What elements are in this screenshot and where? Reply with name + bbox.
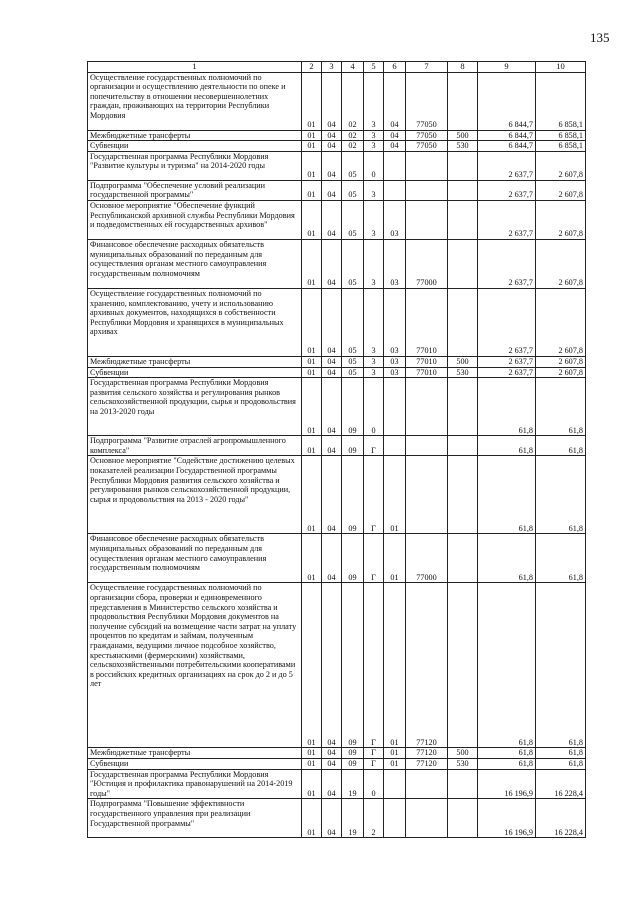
row-c6-cell xyxy=(384,799,406,838)
row-c4-cell: 09 xyxy=(342,456,364,534)
row-c7-cell xyxy=(406,180,448,200)
row-c2-cell: 01 xyxy=(302,367,322,378)
row-c5-cell: 2 xyxy=(364,799,384,838)
row-c6-cell: 04 xyxy=(384,72,406,130)
row-c4-cell: 02 xyxy=(342,130,364,141)
table-row xyxy=(88,583,586,748)
row-c8-cell xyxy=(448,180,478,200)
row-c6-cell xyxy=(384,769,406,799)
table-row xyxy=(88,799,586,838)
row-c9-cell: 2 637,7 xyxy=(478,239,536,288)
row-c2-cell: 01 xyxy=(302,769,322,799)
row-c3-cell: 04 xyxy=(322,72,342,130)
row-c4-cell: 09 xyxy=(342,583,364,748)
row-name-cell: Основное мероприятие "Содействие достижению целевых показателей реализации Государственной программы Республики Мордовия развития сельского хозяйства и регулирования рынков сельскохозяйственной продукции, сырья и продовольствия на 2013 - 2020 годы" xyxy=(88,456,302,534)
row-c8-cell: 530 xyxy=(448,367,478,378)
row-name-cell: Осуществление государственных полномочий по организации сбора, проверки и единовременного представления в Министерство сельского хозяйства и продовольствия Республики Мордовия документов на получение субсидий на возмещение части затрат на уплату процентов по кредитам и займам, полученным гражданами, ведущими личное подсобное хозяйство, крестьянскими (фермерскими) хозяйствами, сельскохозяйственными потребительскими кооперативами в российских кредитных организациях на срок до 2 и до 5 лет xyxy=(88,583,302,748)
row-c10-cell: 6 858,1 xyxy=(536,72,586,130)
row-c7-cell xyxy=(406,799,448,838)
row-c6-cell: 03 xyxy=(384,239,406,288)
row-c5-cell: 0 xyxy=(364,769,384,799)
row-c9-cell: 61,8 xyxy=(478,583,536,748)
row-c9-cell: 16 196,9 xyxy=(478,769,536,799)
row-c8-cell xyxy=(448,436,478,456)
row-c9-cell: 61,8 xyxy=(478,436,536,456)
row-name-cell: Осуществление государственных полномочий по организации и осуществлению деятельности по опеке и попечительству в отношении несовершеннолетних граждан, проживающих на территории Республики Мордовия xyxy=(88,72,302,130)
row-c10-cell: 61,8 xyxy=(536,583,586,748)
row-c9-cell: 61,8 xyxy=(478,378,536,436)
row-c3-cell: 04 xyxy=(322,436,342,456)
row-c5-cell: 0 xyxy=(364,378,384,436)
row-c8-cell xyxy=(448,72,478,130)
table-row xyxy=(88,769,586,799)
row-c9-cell: 2 637,7 xyxy=(478,367,536,378)
row-c7-cell: 77120 xyxy=(406,758,448,769)
row-c10-cell: 6 858,1 xyxy=(536,130,586,141)
row-c2-cell: 01 xyxy=(302,72,322,130)
row-c7-cell: 77010 xyxy=(406,288,448,356)
row-c8-cell xyxy=(448,534,478,583)
row-c5-cell: Г xyxy=(364,758,384,769)
table-row xyxy=(88,436,586,456)
row-name-cell: Финансовое обеспечение расходных обязательств муниципальных образований по переданным для осуществления органам местного самоуправления государственным полномочиям xyxy=(88,239,302,288)
row-c3-cell: 04 xyxy=(322,200,342,239)
row-c10-cell: 16 228,4 xyxy=(536,799,586,838)
row-c9-cell: 61,8 xyxy=(478,456,536,534)
row-c6-cell: 01 xyxy=(384,748,406,759)
table-row xyxy=(88,534,586,583)
row-c3-cell: 04 xyxy=(322,356,342,367)
row-c8-cell xyxy=(448,456,478,534)
row-name-cell: Основное мероприятие "Обеспечение функций Республиканской архивной службы Республики Мордовия и подведомственных ей государственных архивов" xyxy=(88,200,302,239)
row-c6-cell: 03 xyxy=(384,200,406,239)
row-c6-cell: 03 xyxy=(384,356,406,367)
row-c7-cell xyxy=(406,456,448,534)
page-number: 135 xyxy=(590,30,610,45)
header-cell: 3 xyxy=(322,62,342,73)
table-row xyxy=(88,151,586,180)
row-c4-cell: 09 xyxy=(342,534,364,583)
header-cell: 4 xyxy=(342,62,364,73)
row-c8-cell xyxy=(448,288,478,356)
row-c2-cell: 01 xyxy=(302,534,322,583)
row-c8-cell xyxy=(448,378,478,436)
row-c6-cell: 01 xyxy=(384,534,406,583)
row-c8-cell: 530 xyxy=(448,758,478,769)
row-c5-cell: 3 xyxy=(364,130,384,141)
row-c2-cell: 01 xyxy=(302,356,322,367)
row-c9-cell: 61,8 xyxy=(478,534,536,583)
row-c4-cell: 02 xyxy=(342,72,364,130)
header-cell: 5 xyxy=(364,62,384,73)
row-c10-cell: 2 607,8 xyxy=(536,180,586,200)
row-c8-cell xyxy=(448,799,478,838)
row-c7-cell: 77050 xyxy=(406,141,448,152)
row-c6-cell xyxy=(384,436,406,456)
row-c10-cell: 2 607,8 xyxy=(536,367,586,378)
header-cell: 2 xyxy=(302,62,322,73)
row-c3-cell: 04 xyxy=(322,799,342,838)
row-name-cell: Межбюджетные трансферты xyxy=(88,130,302,141)
row-c10-cell: 61,8 xyxy=(536,456,586,534)
row-c7-cell: 77010 xyxy=(406,367,448,378)
table-row xyxy=(88,141,586,152)
row-c4-cell: 09 xyxy=(342,378,364,436)
row-c9-cell: 2 637,7 xyxy=(478,200,536,239)
table-row xyxy=(88,200,586,239)
row-c3-cell: 04 xyxy=(322,130,342,141)
row-name-cell: Межбюджетные трансферты xyxy=(88,748,302,759)
table-row xyxy=(88,356,586,367)
row-c8-cell xyxy=(448,151,478,180)
header-cell: 10 xyxy=(536,62,586,73)
table-row xyxy=(88,180,586,200)
row-c10-cell: 6 858,1 xyxy=(536,141,586,152)
row-name-cell: Субвенции xyxy=(88,758,302,769)
row-c10-cell: 61,8 xyxy=(536,758,586,769)
row-c2-cell: 01 xyxy=(302,456,322,534)
row-c9-cell: 2 637,7 xyxy=(478,151,536,180)
row-c6-cell: 03 xyxy=(384,367,406,378)
row-c8-cell xyxy=(448,769,478,799)
table-row xyxy=(88,72,586,130)
row-c9-cell: 16 196,9 xyxy=(478,799,536,838)
header-cell: 9 xyxy=(478,62,536,73)
row-c6-cell: 01 xyxy=(384,583,406,748)
row-c6-cell xyxy=(384,180,406,200)
row-c3-cell: 04 xyxy=(322,534,342,583)
row-c9-cell: 61,8 xyxy=(478,748,536,759)
row-c9-cell: 2 637,7 xyxy=(478,356,536,367)
row-c9-cell: 61,8 xyxy=(478,758,536,769)
row-c5-cell: 3 xyxy=(364,239,384,288)
row-c3-cell: 04 xyxy=(322,456,342,534)
row-c7-cell xyxy=(406,378,448,436)
row-c9-cell: 2 637,7 xyxy=(478,180,536,200)
row-c2-cell: 01 xyxy=(302,799,322,838)
row-c2-cell: 01 xyxy=(302,583,322,748)
row-c5-cell: 3 xyxy=(364,72,384,130)
row-name-cell: Государственная программа Республики Мордовия развития сельского хозяйства и регулирования рынков сельскохозяйственной продукции, сырья и продовольствия на 2013-2020 годы xyxy=(88,378,302,436)
row-c10-cell: 2 607,8 xyxy=(536,288,586,356)
row-c4-cell: 05 xyxy=(342,180,364,200)
row-c6-cell: 03 xyxy=(384,288,406,356)
budget-table xyxy=(87,61,586,838)
row-c5-cell: Г xyxy=(364,583,384,748)
table-row xyxy=(88,378,586,436)
row-c10-cell: 2 607,8 xyxy=(536,356,586,367)
row-c5-cell: 3 xyxy=(364,367,384,378)
row-name-cell: Государственная программа Республики Мордовия "Юстиция и профилактика правонарушений на 2014-2019 годы" xyxy=(88,769,302,799)
row-c6-cell xyxy=(384,378,406,436)
header-cell: 7 xyxy=(406,62,448,73)
row-c4-cell: 05 xyxy=(342,356,364,367)
row-c3-cell: 04 xyxy=(322,367,342,378)
row-c2-cell: 01 xyxy=(302,141,322,152)
row-c7-cell: 77120 xyxy=(406,748,448,759)
row-c3-cell: 04 xyxy=(322,141,342,152)
row-c6-cell: 04 xyxy=(384,141,406,152)
row-c9-cell: 6 844,7 xyxy=(478,130,536,141)
row-c5-cell: Г xyxy=(364,456,384,534)
row-c4-cell: 05 xyxy=(342,367,364,378)
row-c3-cell: 04 xyxy=(322,748,342,759)
row-c4-cell: 09 xyxy=(342,748,364,759)
header-cell: 8 xyxy=(448,62,478,73)
table-row xyxy=(88,130,586,141)
row-c10-cell: 61,8 xyxy=(536,378,586,436)
row-c5-cell: 0 xyxy=(364,151,384,180)
row-c7-cell: 77010 xyxy=(406,356,448,367)
table-row xyxy=(88,758,586,769)
row-c10-cell: 16 228,4 xyxy=(536,769,586,799)
row-c7-cell: 77120 xyxy=(406,583,448,748)
row-c4-cell: 02 xyxy=(342,141,364,152)
row-c10-cell: 2 607,8 xyxy=(536,200,586,239)
row-c2-cell: 01 xyxy=(302,378,322,436)
row-c6-cell: 01 xyxy=(384,456,406,534)
row-c8-cell: 530 xyxy=(448,141,478,152)
row-c2-cell: 01 xyxy=(302,288,322,356)
row-c10-cell: 61,8 xyxy=(536,748,586,759)
row-c6-cell xyxy=(384,151,406,180)
row-c5-cell: Г xyxy=(364,748,384,759)
row-c2-cell: 01 xyxy=(302,436,322,456)
row-c4-cell: 05 xyxy=(342,200,364,239)
row-c8-cell xyxy=(448,583,478,748)
row-c5-cell: Г xyxy=(364,534,384,583)
row-c2-cell: 01 xyxy=(302,748,322,759)
row-c7-cell xyxy=(406,151,448,180)
row-c2-cell: 01 xyxy=(302,200,322,239)
row-c4-cell: 05 xyxy=(342,151,364,180)
row-c10-cell: 2 607,8 xyxy=(536,239,586,288)
row-c7-cell xyxy=(406,769,448,799)
row-c9-cell: 6 844,7 xyxy=(478,72,536,130)
row-c8-cell xyxy=(448,200,478,239)
row-c4-cell: 09 xyxy=(342,758,364,769)
table-row xyxy=(88,239,586,288)
row-c3-cell: 04 xyxy=(322,583,342,748)
row-c6-cell: 01 xyxy=(384,758,406,769)
row-c3-cell: 04 xyxy=(322,151,342,180)
row-c5-cell: 3 xyxy=(364,141,384,152)
row-name-cell: Подпрограмма "Развитие отраслей агропромышленного комплекса" xyxy=(88,436,302,456)
row-c9-cell: 2 637,7 xyxy=(478,288,536,356)
row-c2-cell: 01 xyxy=(302,239,322,288)
table-row xyxy=(88,288,586,356)
header-cell: 6 xyxy=(384,62,406,73)
row-name-cell: Осуществление государственных полномочий по хранению, комплектованию, учету и использованию архивных документов, находящихся в собственности Республики Мордовия и хранящихся в муниципальных архивах xyxy=(88,288,302,356)
row-c4-cell: 19 xyxy=(342,769,364,799)
row-c8-cell: 500 xyxy=(448,356,478,367)
row-c4-cell: 19 xyxy=(342,799,364,838)
row-c9-cell: 6 844,7 xyxy=(478,141,536,152)
row-c5-cell: 3 xyxy=(364,180,384,200)
row-c3-cell: 04 xyxy=(322,239,342,288)
table-row xyxy=(88,456,586,534)
row-c8-cell xyxy=(448,239,478,288)
row-name-cell: Межбюджетные трансферты xyxy=(88,356,302,367)
row-c4-cell: 05 xyxy=(342,239,364,288)
row-c7-cell: 77000 xyxy=(406,534,448,583)
row-c5-cell: 3 xyxy=(364,200,384,239)
row-c6-cell: 04 xyxy=(384,130,406,141)
row-c7-cell: 77050 xyxy=(406,72,448,130)
row-name-cell: Подпрограмма "Обеспечение условий реализации государственной программы" xyxy=(88,180,302,200)
row-c4-cell: 05 xyxy=(342,288,364,356)
row-c4-cell: 09 xyxy=(342,436,364,456)
row-c7-cell: 77050 xyxy=(406,130,448,141)
row-c8-cell: 500 xyxy=(448,748,478,759)
row-c3-cell: 04 xyxy=(322,378,342,436)
row-name-cell: Финансовое обеспечение расходных обязательств муниципальных образований по переданным для осуществления органам местного самоуправления государственным полномочиям xyxy=(88,534,302,583)
row-c7-cell: 77000 xyxy=(406,239,448,288)
row-c2-cell: 01 xyxy=(302,758,322,769)
row-c3-cell: 04 xyxy=(322,180,342,200)
table-row xyxy=(88,748,586,759)
row-c10-cell: 2 607,8 xyxy=(536,151,586,180)
table-row xyxy=(88,367,586,378)
header-row xyxy=(88,62,586,73)
row-c10-cell: 61,8 xyxy=(536,436,586,456)
row-c2-cell: 01 xyxy=(302,130,322,141)
row-name-cell: Государственная программа Республики Мордовия "Развитие культуры и туризма" на 2014-2020 годы xyxy=(88,151,302,180)
row-c3-cell: 04 xyxy=(322,758,342,769)
row-c7-cell xyxy=(406,200,448,239)
row-c5-cell: 3 xyxy=(364,356,384,367)
row-name-cell: Субвенции xyxy=(88,141,302,152)
row-c10-cell: 61,8 xyxy=(536,534,586,583)
row-name-cell: Субвенции xyxy=(88,367,302,378)
row-c7-cell xyxy=(406,436,448,456)
row-c8-cell: 500 xyxy=(448,130,478,141)
row-c2-cell: 01 xyxy=(302,180,322,200)
header-cell: 1 xyxy=(88,62,302,73)
row-c5-cell: Г xyxy=(364,436,384,456)
row-c3-cell: 04 xyxy=(322,288,342,356)
row-c2-cell: 01 xyxy=(302,151,322,180)
row-name-cell: Подпрограмма "Повышение эффективности государственного управления при реализации Государственной программы" xyxy=(88,799,302,838)
row-c5-cell: 3 xyxy=(364,288,384,356)
row-c3-cell: 04 xyxy=(322,769,342,799)
